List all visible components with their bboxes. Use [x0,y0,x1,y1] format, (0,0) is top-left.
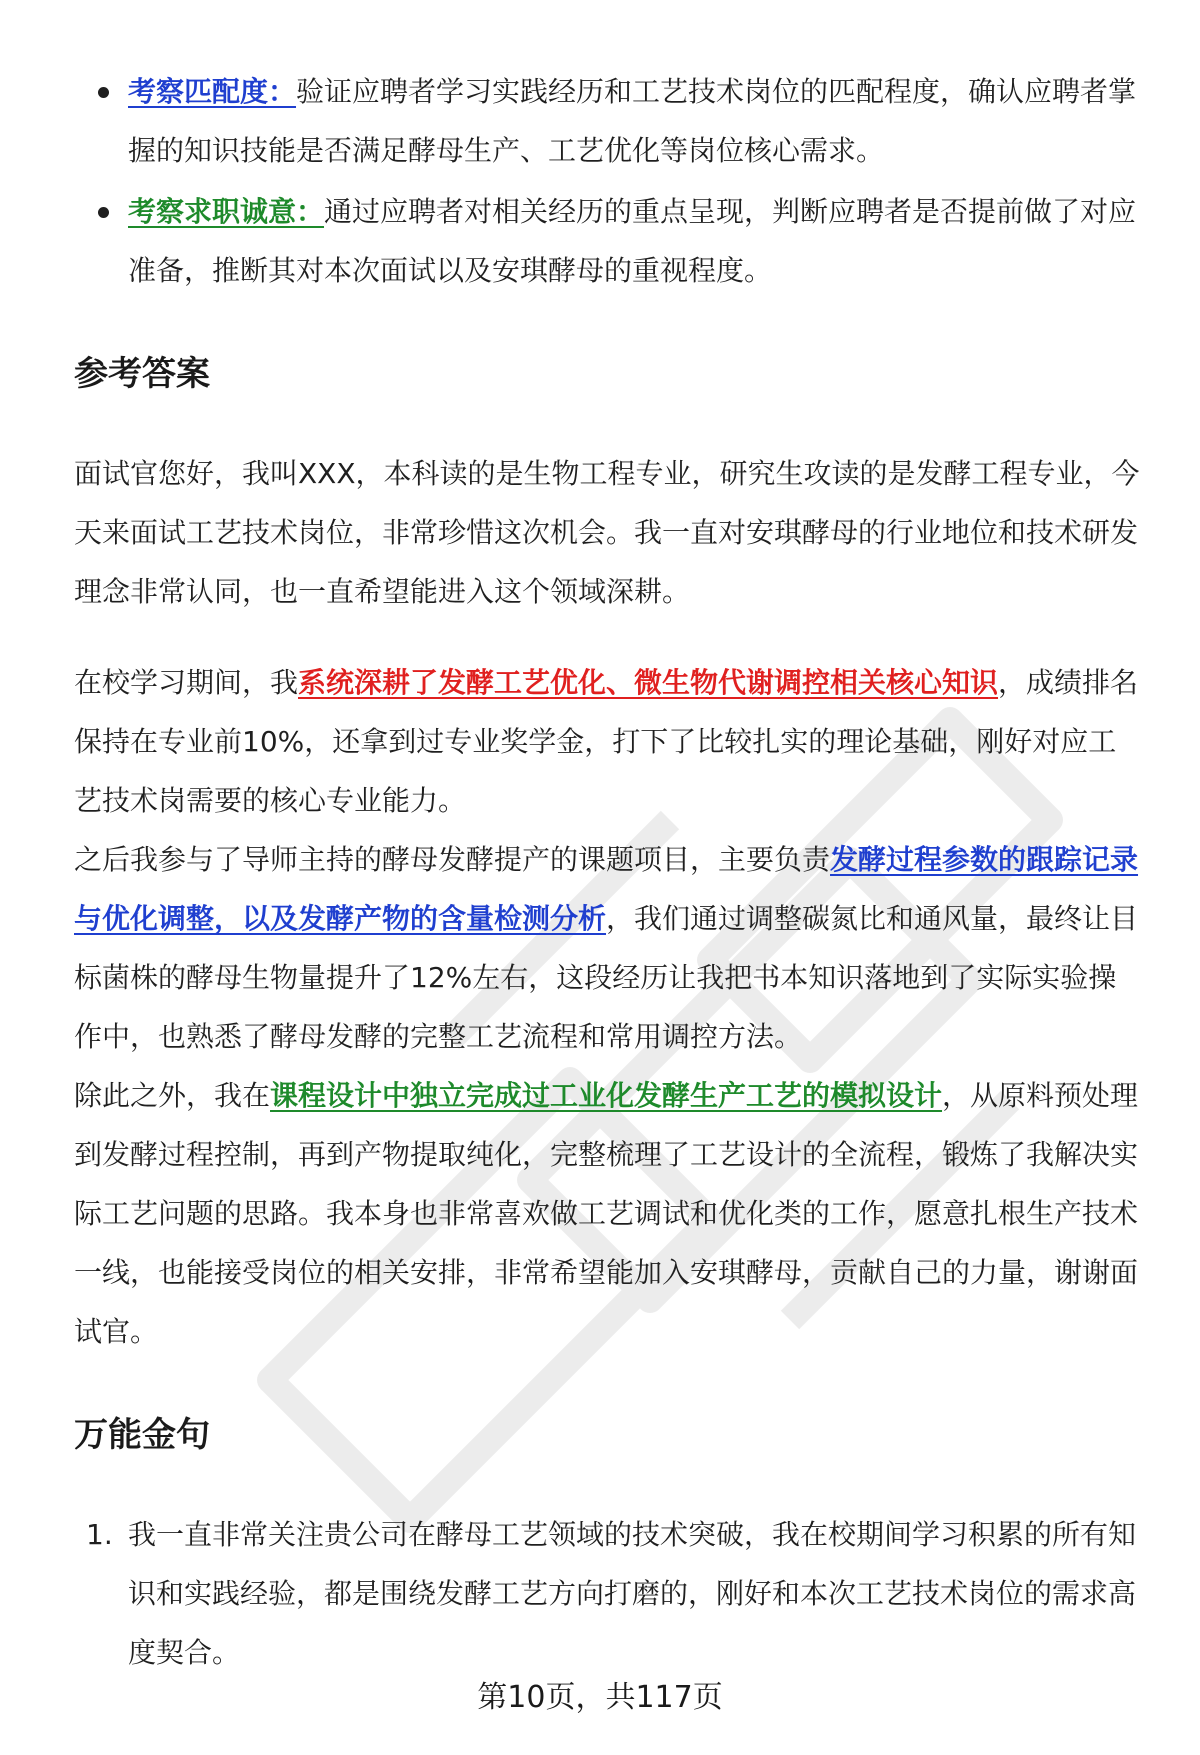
answer-p3-text-b: ，我们通过调整碳氮比和通风量，最终让目标菌株的酵母生物量提升了12%左右，这段经历让我把书本知识落地到了实际实验操作中，也熟悉了酵母发酵的完整工艺流程和常用调控方法。 [74,902,1139,1053]
answer-p4-highlight: 课程设计中独立完成过工业化发酵生产工艺的模拟设计 [270,1079,943,1112]
main-content [74,62,1144,1682]
answer-p4-text-b: ，从原料预处理到发酵过程控制，再到产物提取纯化，完整梳理了工艺设计的全流程，锻炼了我解决实际工艺问题的思路。我本身也非常喜欢做工艺调试和优化类的工作，愿意扎根生产技术一线，也能接受岗位的相关安排，非常希望能加入安琪酵母，贡献自己的力量，谢谢面试官。 [74,1079,1139,1348]
answer-p3-text-a: 之后我参与了导师主持的酵母发酵提产的课题项目，主要负责 [74,843,831,876]
answer-p3-highlight: 发酵过程参数的跟踪记录与优化调整，以及发酵产物的含量检测分析 [74,843,1139,935]
purpose-bullet-list [74,62,1144,300]
bullet-label-match: 考察匹配度： [128,75,297,108]
answer-section-title: 参考答案 [74,354,210,394]
bullet-item-match [74,62,1144,180]
answer-p2-text-a: 在校学习期间，我 [74,666,299,699]
bullet-dot-icon [98,87,109,98]
answer-paragraph-intro: 面试官您好，我叫XXX，本科读的是生物工程专业，研究生攻读的是发酵工程专业，今天来面试工艺技术岗位，非常珍惜这次机会。我一直对安琪酵母的行业地位和技术研发理念非常认同，也一直希望能进入这个领域深耕。 [74,457,1140,608]
answer-p2-text-b: ，成绩排名保持在专业前10%，还拿到过专业奖学金，打下了比较扎实的理论基础，刚好对应工艺技术岗需要的核心专业能力。 [74,666,1139,817]
answer-paragraph-project [74,830,1144,1066]
bullet-item-sincerity [74,182,1144,300]
answer-paragraph-course [74,1066,1144,1361]
bullet-label-sincerity: 考察求职诚意： [128,195,325,228]
golden-item-text: 我一直非常关注贵公司在酵母工艺领域的技术突破，我在校期间学习积累的所有知识和实践经验，都是围绕发酵工艺方向打磨的，刚好和本次工艺技术岗位的需求高度契合。 [128,1518,1137,1669]
golden-sentence-list [74,1505,1144,1682]
golden-sentence-item [74,1505,1144,1682]
bullet-dot-icon [98,207,109,218]
golden-section-title: 万能金句 [74,1415,210,1455]
bullet-text-match: 验证应聘者学习实践经历和工艺技术岗位的匹配程度，确认应聘者掌握的知识技能是否满足酵母生产、工艺优化等岗位核心需求。 [128,75,1137,167]
golden-item-number: 1. [86,1518,113,1551]
page-footer: 第10页，共117页 [477,1680,723,1715]
answer-paragraph-study [74,653,1144,830]
answer-p4-text-a: 除此之外，我在 [74,1079,271,1112]
bullet-text-sincerity: 通过应聘者对相关经历的重点呈现，判断应聘者是否提前做了对应准备，推断其对本次面试以及安琪酵母的重视程度。 [128,195,1137,287]
answer-p2-highlight: 系统深耕了发酵工艺优化、微生物代谢调控相关核心知识 [298,666,999,699]
